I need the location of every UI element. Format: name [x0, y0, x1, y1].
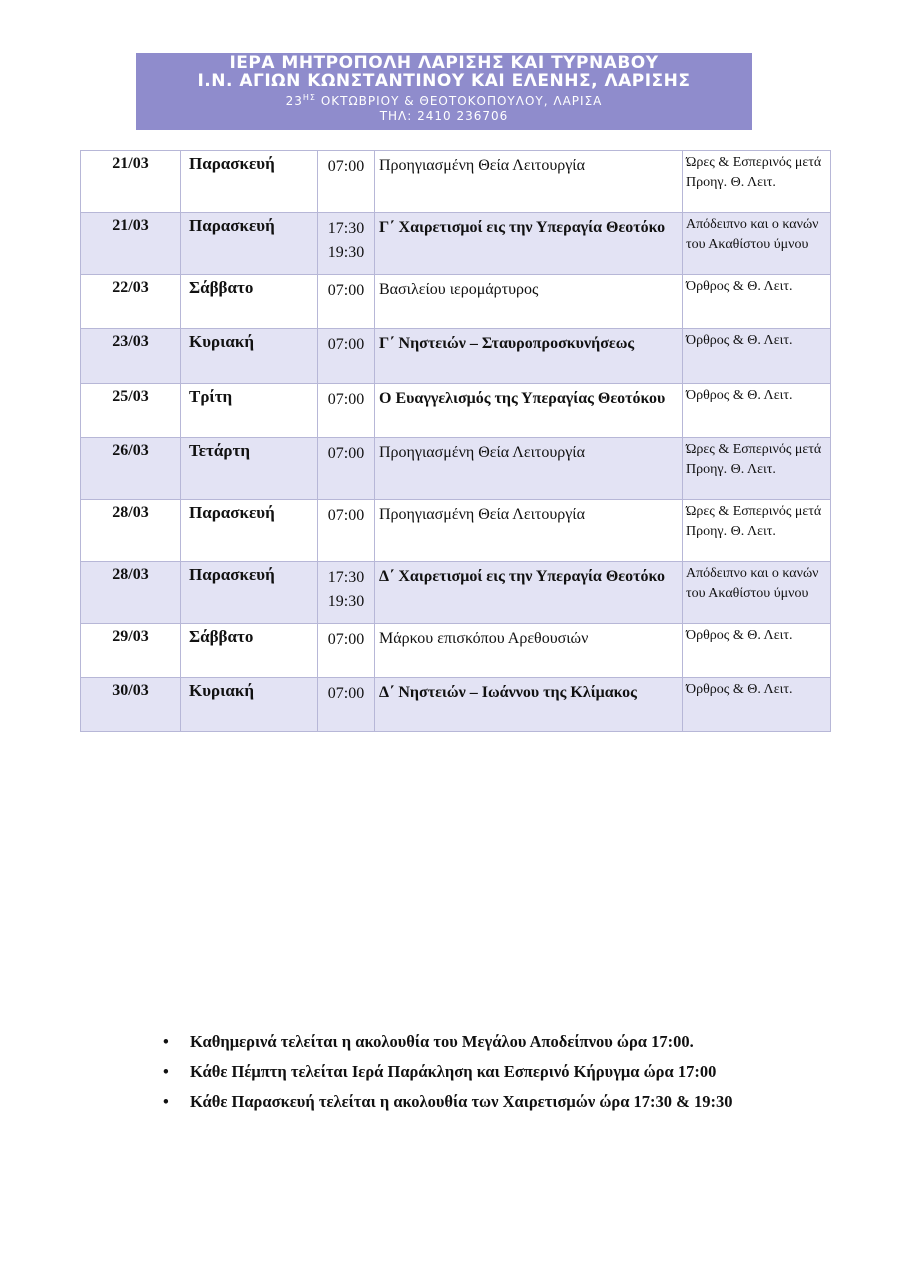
schedule-time-value: 07:00: [327, 158, 365, 175]
schedule-time: [318, 329, 375, 384]
schedule-service: Ώρες & Εσπερινός μετά Προηγ. Θ. Λειτ.: [683, 438, 831, 500]
schedule-date: 26/03: [81, 438, 181, 500]
schedule-row: [81, 500, 831, 562]
schedule-row: [81, 562, 831, 624]
note-item: [160, 1090, 780, 1114]
schedule-time: [318, 275, 375, 329]
schedule-event: Δ΄ Χαιρετισμοί εις την Υπεραγία Θεοτόκο: [375, 562, 683, 624]
schedule-time-value: 07:00: [327, 336, 365, 353]
schedule-date: 28/03: [81, 500, 181, 562]
bullet-icon: •: [163, 1092, 169, 1111]
schedule-day: Παρασκευή: [181, 500, 318, 562]
header-address: $23^{H\Sigma}$ ΟΚΤΩΒΡΙΟΥ & ΘΕΟΤΟΚΟΠΟΥΛΟΥ, ΛΑΡΙΣΑ: [285, 93, 603, 108]
schedule-date: 23/03: [81, 329, 181, 384]
schedule-time-value: 07:00: [327, 685, 365, 702]
note-item: [160, 1060, 780, 1084]
header-church-name: Ι.Ν. ΑΓΙΩΝ ΚΩΝΣΤΑΝΤΙΝΟΥ ΚΑΙ ΕΛΕΝΗΣ, ΛΑΡΙΣΗΣ: [197, 71, 691, 91]
header-metropolis: ΙΕΡΑ ΜΗΤΡΟΠΟΛΗ ΛΑΡΙΣΗΣ ΚΑΙ ΤΥΡΝΑΒΟΥ: [229, 53, 659, 73]
schedule-time-value: 07:00: [327, 631, 365, 648]
schedule-row: [81, 151, 831, 213]
schedule-time-value: 07:00: [327, 282, 365, 299]
schedule-date: 21/03: [81, 151, 181, 213]
services-schedule-table: [80, 150, 831, 732]
schedule-service: Απόδειπνο και ο κανών του Ακαθίστου ύμνου: [683, 562, 831, 624]
schedule-row: [81, 213, 831, 275]
schedule-day: Τετάρτη: [181, 438, 318, 500]
schedule-time: [318, 500, 375, 562]
schedule-event: Βασιλείου ιερομάρτυρος: [375, 275, 683, 329]
schedule-row: [81, 438, 831, 500]
schedule-event: Προηγιασμένη Θεία Λειτουργία: [375, 438, 683, 500]
schedule-row: [81, 624, 831, 678]
schedule-event: Προηγιασμένη Θεία Λειτουργία: [375, 500, 683, 562]
schedule-service: Όρθρος & Θ. Λειτ.: [683, 678, 831, 732]
schedule-time: [318, 151, 375, 213]
schedule-event: Δ΄ Νηστειών – Ιωάννου της Κλίμακος: [375, 678, 683, 732]
schedule-time: [318, 624, 375, 678]
schedule-date: 21/03: [81, 213, 181, 275]
schedule-service: Όρθρος & Θ. Λειτ.: [683, 624, 831, 678]
schedule-service: Ώρες & Εσπερινός μετά Προηγ. Θ. Λειτ.: [683, 151, 831, 213]
schedule-day: Παρασκευή: [181, 562, 318, 624]
schedule-event: Μάρκου επισκόπου Αρεθουσιών: [375, 624, 683, 678]
schedule-day: Σάββατο: [181, 624, 318, 678]
schedule-service: Ώρες & Εσπερινός μετά Προηγ. Θ. Λειτ.: [683, 500, 831, 562]
schedule-service: Όρθρος & Θ. Λειτ.: [683, 275, 831, 329]
schedule-service: Όρθρος & Θ. Λειτ.: [683, 384, 831, 438]
schedule-event: Προηγιασμένη Θεία Λειτουργία: [375, 151, 683, 213]
schedule-time-value: 17:30: [327, 220, 365, 237]
note-text: Καθημερινά τελείται η ακολουθία του Μεγάλου Αποδείπνου ώρα 17:00.: [190, 1032, 694, 1051]
schedule-service: Απόδειπνο και ο κανών του Ακαθίστου ύμνου: [683, 213, 831, 275]
schedule-time: [318, 384, 375, 438]
schedule-time-value: 07:00: [327, 507, 365, 524]
note-text: Κάθε Πέμπτη τελείται Ιερά Παράκληση και Εσπερινό Κήρυγμα ώρα 17:00: [190, 1062, 717, 1081]
schedule-event: Γ΄ Χαιρετισμοί εις την Υπεραγία Θεοτόκο: [375, 213, 683, 275]
bullet-icon: •: [163, 1062, 169, 1081]
schedule-date: 29/03: [81, 624, 181, 678]
schedule-time-value: 07:00: [327, 391, 365, 408]
schedule-day: Κυριακή: [181, 329, 318, 384]
schedule-time: [318, 213, 375, 275]
schedule-row: [81, 275, 831, 329]
schedule-row: [81, 329, 831, 384]
schedule-date: 25/03: [81, 384, 181, 438]
schedule-time-value: 19:30: [327, 244, 365, 261]
schedule-time-value: 19:30: [327, 593, 365, 610]
schedule-day: Σάββατο: [181, 275, 318, 329]
schedule-row: [81, 678, 831, 732]
schedule-time: [318, 438, 375, 500]
schedule-date: 30/03: [81, 678, 181, 732]
schedule-day: Παρασκευή: [181, 151, 318, 213]
notes-list: [160, 1030, 780, 1120]
note-item: [160, 1030, 780, 1054]
schedule-date: 28/03: [81, 562, 181, 624]
schedule-service: Όρθρος & Θ. Λειτ.: [683, 329, 831, 384]
schedule-day: Κυριακή: [181, 678, 318, 732]
schedule-row: [81, 384, 831, 438]
note-text: Κάθε Παρασκευή τελείται η ακολουθία των Χαιρετισμών ώρα 17:30 & 19:30: [190, 1092, 733, 1111]
schedule-event: Ο Ευαγγελισμός της Υπεραγίας Θεοτόκου: [375, 384, 683, 438]
church-header: [136, 53, 752, 130]
schedule-day: Παρασκευή: [181, 213, 318, 275]
header-phone: ΤΗΛ: 2410 236706: [379, 109, 509, 123]
schedule-time: [318, 678, 375, 732]
schedule-time-value: 07:00: [327, 445, 365, 462]
schedule-date: 22/03: [81, 275, 181, 329]
schedule-time-value: 17:30: [327, 569, 365, 586]
schedule-day: Τρίτη: [181, 384, 318, 438]
schedule-event: Γ΄ Νηστειών – Σταυροπροσκυνήσεως: [375, 329, 683, 384]
schedule-time: [318, 562, 375, 624]
bullet-icon: •: [163, 1032, 169, 1051]
